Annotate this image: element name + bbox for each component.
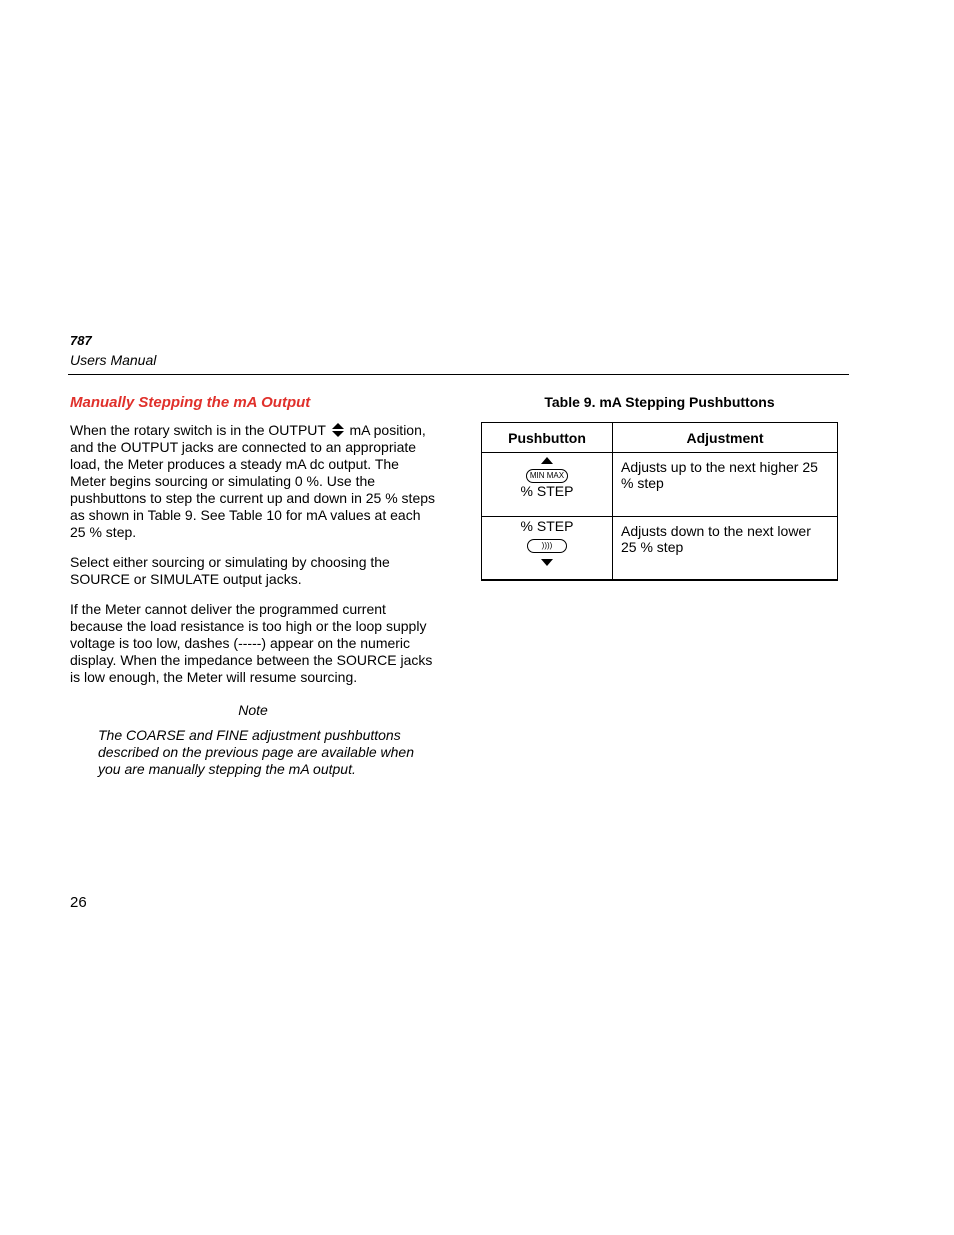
section-heading: Manually Stepping the mA Output	[70, 394, 311, 411]
step-label: % STEP	[520, 518, 574, 534]
pushbutton-cell-up	[482, 453, 613, 517]
paragraph-text-end: mA position, and the OUTPUT jacks are connected to an appropriate load, the Meter produces a steady mA dc output. The Meter begins sourcing or simulating 0 %. Use the pushbuttons to step the current up and down in 25 % steps as shown in Table 9. See Table 10 for mA values at each 25 % step.	[70, 422, 436, 540]
up-down-arrows-icon	[332, 423, 344, 437]
min-max-key: MIN MAX	[526, 469, 568, 483]
paragraph-source-simulate: Select either sourcing or simulating by choosing the SOURCE or SIMULATE output jacks.	[70, 554, 390, 587]
up-triangle-icon	[541, 457, 553, 465]
pushbutton-cell-down	[482, 517, 613, 581]
column-header-adjustment: Adjustment	[613, 423, 838, 453]
down-triangle-icon	[541, 559, 553, 567]
beeper-key-label: ))))	[541, 541, 553, 550]
beeper-key	[527, 539, 568, 553]
paragraph-output-intro	[70, 422, 438, 541]
manual-model-number: 787	[70, 333, 92, 348]
page-number: 26	[70, 894, 87, 911]
stepping-pushbuttons-table	[481, 422, 838, 581]
note-label: Note	[238, 702, 268, 718]
adjustment-cell: Adjusts down to the next lower 25 % step	[613, 517, 838, 581]
paragraph-text-start: When the rotary switch is in the OUTPUT	[70, 422, 330, 438]
adjustment-cell: Adjusts up to the next higher 25 % step	[613, 453, 838, 517]
manual-title: Users Manual	[70, 352, 157, 368]
table-title: Table 9. mA Stepping Pushbuttons	[544, 394, 775, 410]
table-row	[482, 517, 838, 581]
paragraph-cannot-deliver: If the Meter cannot deliver the programmed current because the load resistance is too high or the loop supply voltage is too low, dashes (-----) appear on the numeric display. When the impedance between the SOURCE jacks is low enough, the Meter will resume sourcing.	[70, 601, 433, 685]
table-header-row	[482, 423, 838, 453]
header-divider	[68, 374, 849, 375]
table-row	[482, 453, 838, 517]
note-text: The COARSE and FINE adjustment pushbuttons described on the previous page are available when you are manually stepping the mA output.	[98, 727, 414, 777]
column-header-pushbutton: Pushbutton	[482, 423, 613, 453]
step-label: % STEP	[520, 483, 574, 499]
